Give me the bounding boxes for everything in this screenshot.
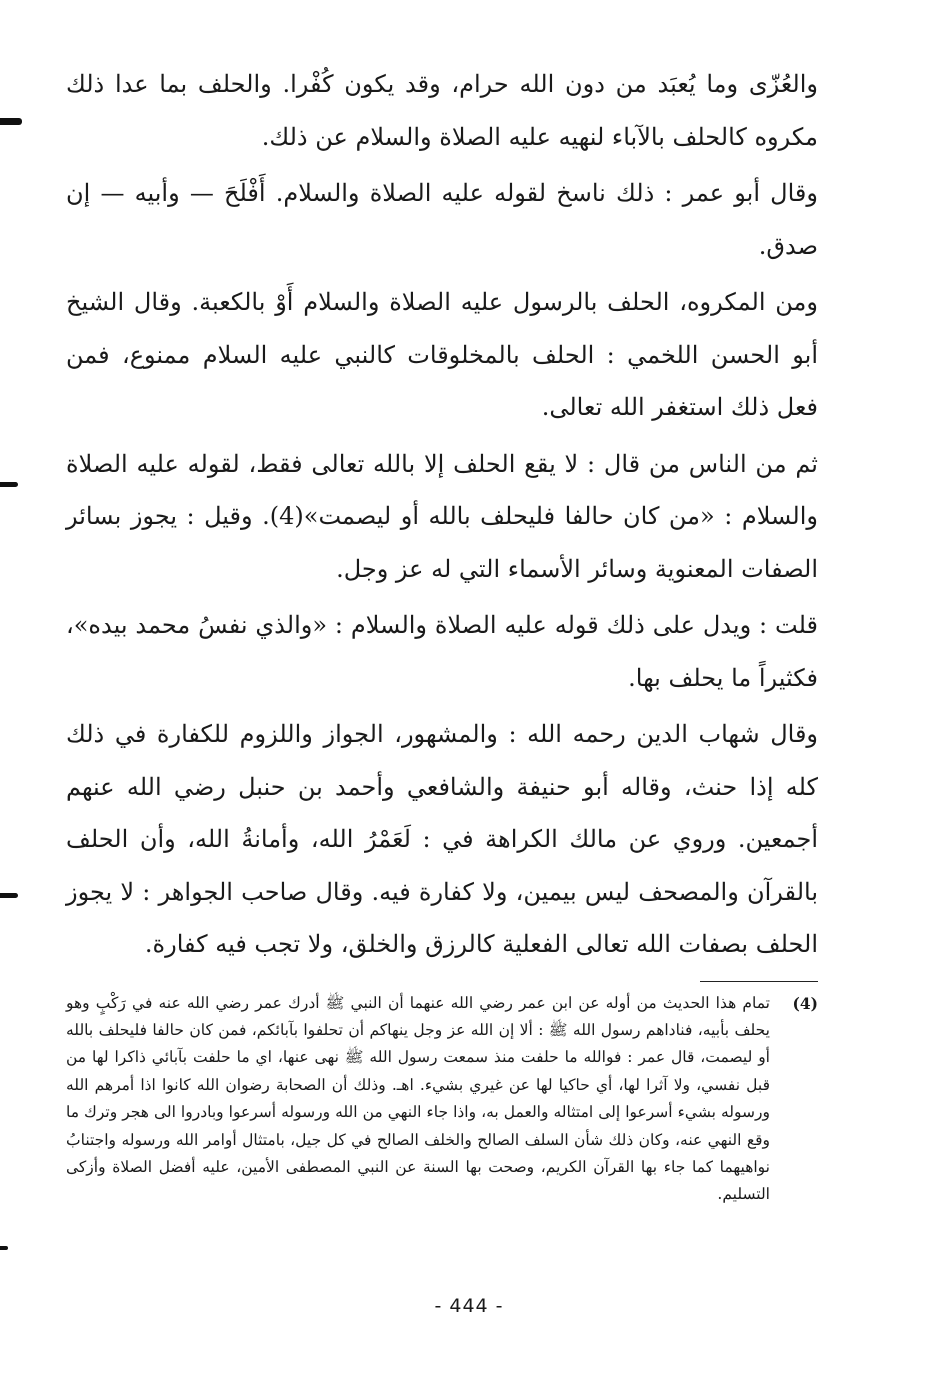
footnote-text: تمام هذا الحديث من أوله عن ابن عمر رضي الله عنهما أن النبي ﷺ أدرك عمر رضي الله عنه في رَكْبٍ وهو يحلف بأبيه، فناداهم رسول الله ﷺ : ألا إن الله عز وجل ينهاكم أن تحلفوا بآبائكم، فمن كان حالفا فليحلف بالله أو ليصمت، قال عمر : فوالله ما حلفت منذ سمعت رسول الله ﷺ نهى عنها، اي ما حلفت بآبائي ذاكرا لها من قبل نفسي، ولا آثرا لها، أي حاكيا لها عن غيري بشيء. اهـ. وذلك أن الصحابة رضوان الله كانوا اذا أمرهم الله ورسوله بشيء أسرعوا إلى امتثاله والعمل به، واذا جاء النهي من الله ورسوله أسرعوا وبادروا الى هجر وترك ما وقع النهي عنه، وكان ذلك شأن السلف الصالح والخلف الصالح في كل جيل، بامتثال أوامر الله ورسوله واجتنابُ نواهيهما كما جاء بها القرآن الكريم، وصحت بها السنة عن النبي المصطفى الأمين، عليه أفضل الصلاة وأزكى التسليم. bbox=[66, 993, 770, 1204]
body-paragraph: والعُزّى وما يُعبَد من دون الله حرام، وقد يكون كُفْرا. والحلف بما عدا ذلك مكروه كالحلف بالآباء لنهيه عليه الصلاة والسلام عن ذلك. bbox=[66, 70, 818, 151]
margin-mark bbox=[0, 118, 22, 125]
page-number: - 444 - bbox=[434, 1295, 504, 1317]
body-paragraph: ثم من الناس من قال : لا يقع الحلف إلا بالله تعالى فقط، لقوله عليه الصلاة والسلام : «من كان حالفا فليحلف بالله أو ليصمت»(4). وقيل : يجوز بسائر الصفات المعنوية وسائر الأسماء التي له عز وجل. bbox=[66, 449, 818, 583]
footnote bbox=[66, 990, 818, 1209]
body-paragraph: ومن المكروه، الحلف بالرسول عليه الصلاة والسلام أَوْ بالكعبة. وقال الشيخ أبو الحسن اللخمي : الحلف بالمخلوقات كالنبي عليه السلام ممنوع، فمن فعل ذلك استغفر الله تعالى. bbox=[66, 288, 819, 421]
body-paragraph: وقال شهاب الدين رحمه الله : والمشهور، الجواز واللزوم للكفارة في ذلك كله إذا حنث، وقاله أبو حنيفة والشافعي وأحمد بن حنبل رضي الله عنهم أجمعين. وروي عن مالك الكراهة في : لَعَمْرُ الله، وأمانةُ الله، وأن الحلف بالقرآن والمصحف ليس بيمين، ولا كفارة فيه. وقال صاحب الجواهر : لا يجوز الحلف بصفات الله تعالى الفعلية كالرزق والخلق، ولا تجب فيه كفارة. bbox=[66, 720, 818, 958]
body-paragraph: وقال أبو عمر : ذلك ناسخ لقوله عليه الصلاة والسلام. أَفْلَحَ — وأبيه — إن صدق. bbox=[66, 179, 818, 260]
margin-mark bbox=[0, 482, 18, 487]
footnote-number: (4) bbox=[792, 993, 818, 1013]
footnote-separator bbox=[700, 981, 818, 982]
margin-mark bbox=[0, 1246, 8, 1250]
body-paragraph: قلت : ويدل على ذلك قوله عليه الصلاة والسلام : «والذي نفسُ محمد بيده»، فكثيراً ما يحلف بها. bbox=[66, 611, 818, 692]
margin-mark bbox=[0, 893, 18, 898]
page-content bbox=[66, 58, 818, 1209]
